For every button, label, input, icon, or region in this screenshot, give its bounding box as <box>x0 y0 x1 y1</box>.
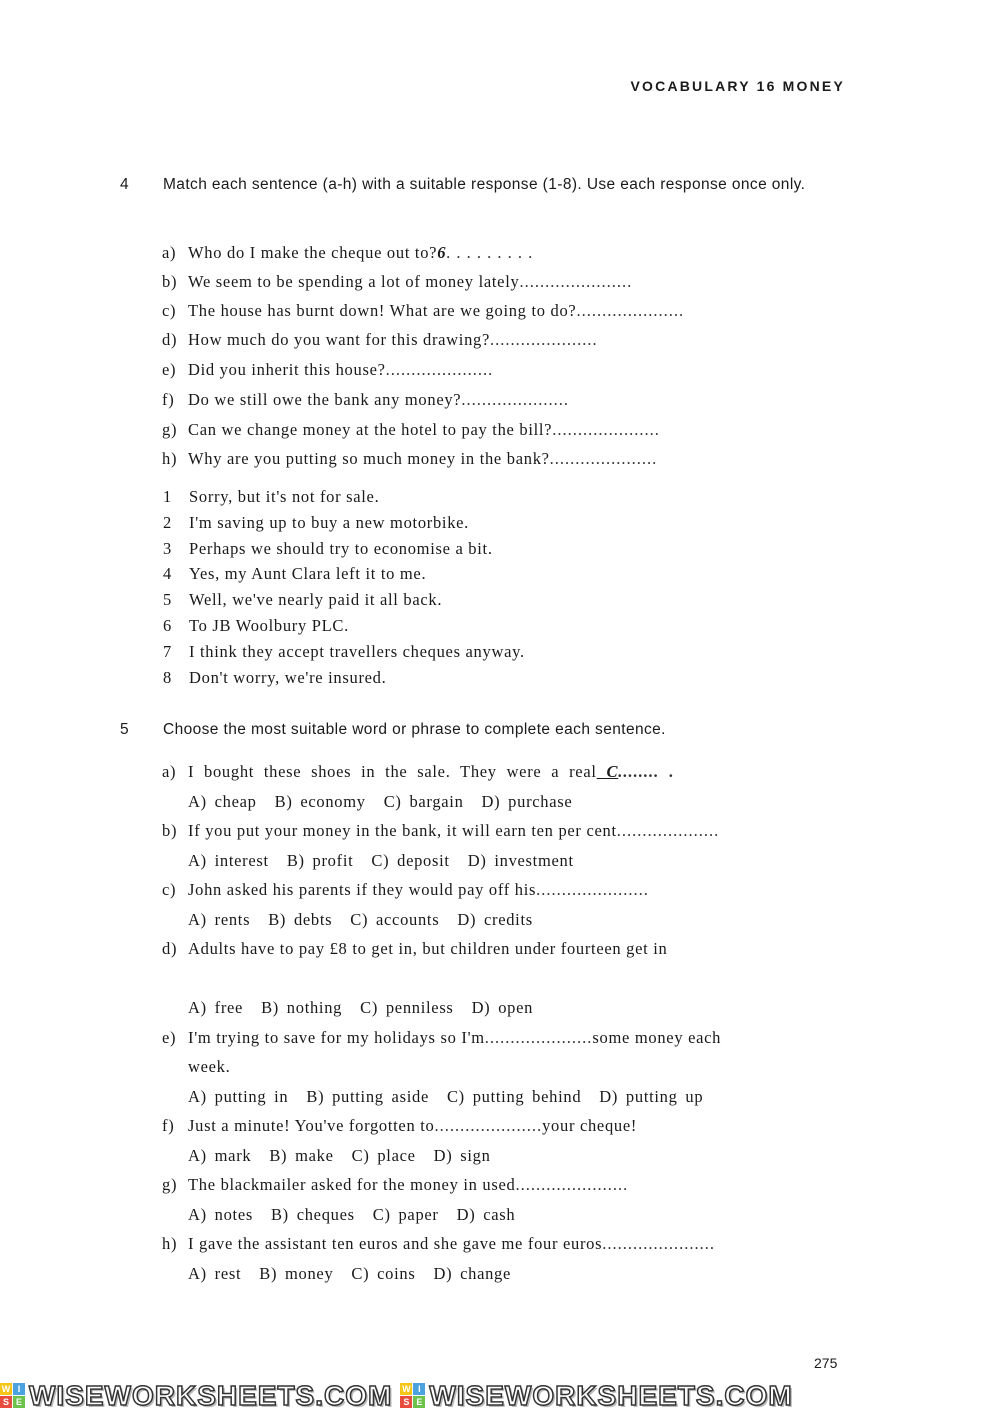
answer-field[interactable]: ...................... <box>519 272 633 291</box>
answer-field[interactable]: ..................... <box>549 449 658 468</box>
ex4-response-6: 6 To JB Woolbury PLC. <box>163 616 349 635</box>
ex5-options-a <box>188 792 590 812</box>
answer-field[interactable]: ...................... <box>602 1234 715 1253</box>
ex4-response-7: 7 I think they accept travellers cheques anyway. <box>163 642 525 661</box>
option[interactable]: D) sign <box>433 1146 491 1165</box>
ex5-item-h: h) I gave the assistant ten euros and she gave me four euros...................... <box>162 1234 715 1253</box>
option[interactable]: B) money <box>259 1264 334 1283</box>
ex5-item-f: f) Just a minute! You've forgotten to.....................your cheque! <box>162 1116 638 1135</box>
option[interactable]: C) paper <box>372 1205 439 1224</box>
answer-field[interactable]: ...................... <box>515 1175 629 1194</box>
wiseworksheets-logo-icon: W I S E <box>0 1383 25 1408</box>
option[interactable]: D) putting up <box>599 1087 704 1106</box>
ex5-item-c: c) John asked his parents if they would pay off his...................... <box>162 880 649 899</box>
option[interactable]: C) putting behind <box>446 1087 582 1106</box>
ex4-sentence-e: e) Did you inherit this house?..................... <box>162 360 494 379</box>
ex5-options-b <box>188 851 592 871</box>
option[interactable]: B) putting aside <box>306 1087 429 1106</box>
option[interactable]: A) cheap <box>188 792 257 811</box>
answer-field[interactable]: ..................... <box>490 330 598 349</box>
ex5-options-f <box>188 1146 509 1166</box>
option[interactable]: A) mark <box>188 1146 252 1165</box>
exercise-4-instruction: Match each sentence (a-h) with a suitable response (1-8). Use each response once only. <box>163 176 806 193</box>
option[interactable]: B) make <box>269 1146 334 1165</box>
watermark-brand <box>400 1380 792 1412</box>
option[interactable]: A) rents <box>188 910 251 929</box>
answer-field[interactable]: ..................... <box>484 1028 593 1047</box>
ex5-options-c <box>188 910 551 930</box>
ex5-item-e-continued: week. <box>188 1057 231 1076</box>
answer-field[interactable]: ..................... <box>434 1116 543 1135</box>
ex5-item-b: b) If you put your money in the bank, it will earn ten per cent.................... <box>162 821 720 840</box>
option[interactable]: C) bargain <box>383 792 464 811</box>
option[interactable]: B) cheques <box>270 1205 355 1224</box>
ex5-item-g: g) The blackmailer asked for the money in used...................... <box>162 1175 629 1194</box>
option[interactable]: D) investment <box>467 851 574 870</box>
option[interactable]: D) credits <box>457 910 533 929</box>
option[interactable]: A) notes <box>188 1205 253 1224</box>
watermark-brand <box>0 1380 392 1412</box>
option[interactable]: C) place <box>351 1146 416 1165</box>
option[interactable]: C) deposit <box>371 851 450 870</box>
answer-field[interactable]: ...................... <box>536 880 649 899</box>
page-header: VOCABULARY 16 MONEY <box>630 78 845 94</box>
answer-field[interactable]: 6 <box>437 243 447 262</box>
page-number: 275 <box>814 1355 838 1371</box>
ex4-response-3: 3 Perhaps we should try to economise a bit. <box>163 539 493 558</box>
ex4-sentence-g: g) Can we change money at the hotel to pay the bill?..................... <box>162 420 660 439</box>
option[interactable]: A) rest <box>188 1264 242 1283</box>
ex5-item-d: d) Adults have to pay £8 to get in, but children under fourteen get in <box>162 939 668 958</box>
ex4-response-5: 5 Well, we've nearly paid it all back. <box>163 590 443 609</box>
answer-field[interactable]: .................... <box>616 821 720 840</box>
ex4-sentence-b: b) We seem to be spending a lot of money lately...................... <box>162 272 633 291</box>
ex5-options-g <box>188 1205 533 1225</box>
answer-field[interactable]: ..................... <box>461 390 569 409</box>
ex5-options-e <box>188 1087 721 1107</box>
option[interactable]: B) economy <box>274 792 366 811</box>
exercise-5-number: 5 <box>120 721 130 738</box>
option[interactable]: A) putting in <box>188 1087 289 1106</box>
answer-field[interactable]: ..................... <box>385 360 494 379</box>
ex4-response-8: 8 Don't worry, we're insured. <box>163 668 387 687</box>
option[interactable]: A) interest <box>188 851 269 870</box>
option[interactable]: A) free <box>188 998 244 1017</box>
option[interactable]: B) nothing <box>261 998 343 1017</box>
ex4-sentence-d: d) How much do you want for this drawing?..................... <box>162 330 598 349</box>
option[interactable]: C) penniless <box>360 998 454 1017</box>
ex4-response-2: 2 I'm saving up to buy a new motorbike. <box>163 513 469 532</box>
option[interactable]: B) debts <box>268 910 333 929</box>
option[interactable]: D) cash <box>456 1205 516 1224</box>
wiseworksheets-logo-icon: W I S E <box>400 1383 425 1408</box>
ex4-sentence-f: f) Do we still owe the bank any money?..................... <box>162 390 569 409</box>
exercise-4-number: 4 <box>120 176 130 193</box>
watermark-footer <box>0 1378 1000 1413</box>
ex4-response-4: 4 Yes, my Aunt Clara left it to me. <box>163 564 427 583</box>
ex5-options-d <box>188 998 551 1018</box>
ex5-item-e: e) I'm trying to save for my holidays so I'm.....................some money each <box>162 1028 722 1047</box>
option[interactable]: B) profit <box>286 851 354 870</box>
option[interactable]: D) purchase <box>481 792 573 811</box>
ex4-response-1: 1 Sorry, but it's not for sale. <box>163 487 380 506</box>
option[interactable]: D) open <box>471 998 534 1017</box>
answer-field[interactable]: ..................... <box>576 301 685 320</box>
option[interactable]: C) coins <box>351 1264 416 1283</box>
answer-field[interactable]: C <box>606 762 619 781</box>
option[interactable]: C) accounts <box>350 910 440 929</box>
watermark-text: WISEWORKSHEETS.COM <box>429 1379 793 1411</box>
ex5-options-h <box>188 1264 529 1284</box>
ex4-sentence-h: h) Why are you putting so much money in the bank?..................... <box>162 449 658 468</box>
exercise-5-instruction: Choose the most suitable word or phrase to complete each sentence. <box>163 721 666 738</box>
answer-field[interactable]: ..................... <box>552 420 660 439</box>
watermark-text: WISEWORKSHEETS.COM <box>29 1379 393 1411</box>
ex4-sentence-a: a) Who do I make the cheque out to?6. . . . . . . . . <box>162 243 534 262</box>
option[interactable]: D) change <box>433 1264 512 1283</box>
ex5-item-a: a) I bought these shoes in the sale. They were a real C........ . <box>162 762 675 781</box>
ex4-sentence-c: c) The house has burnt down! What are we going to do?..................... <box>162 301 685 320</box>
